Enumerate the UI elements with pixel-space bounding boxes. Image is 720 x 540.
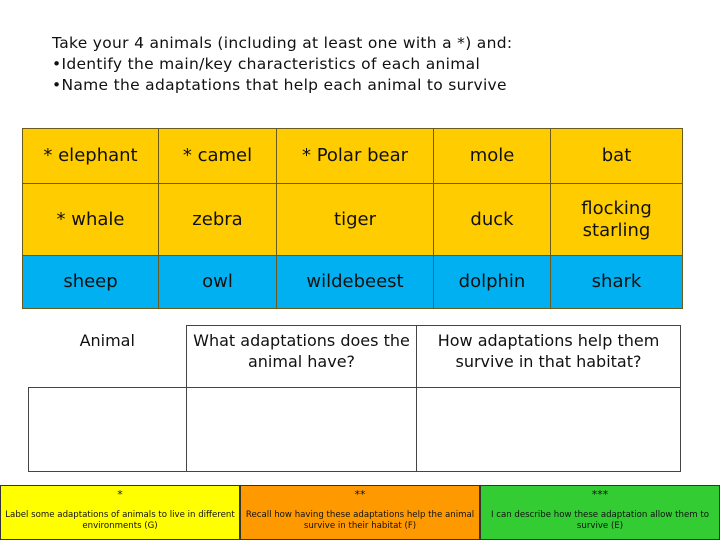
animal-cell: tiger (277, 184, 434, 256)
learning-outcomes-bar (0, 485, 720, 540)
instruction-line-2: •Identify the main/key characteristics of each animal (52, 55, 481, 73)
animal-cell: * camel (159, 129, 277, 184)
animal-cell: flocking starling (551, 184, 683, 256)
header-survival: How adaptations help them survive in that habitat? (417, 326, 681, 388)
header-adaptations: What adaptations does the animal have? (187, 326, 417, 388)
adaptations-table (28, 325, 681, 472)
animal-row (23, 184, 683, 256)
animal-cell: sheep (23, 256, 159, 309)
animal-cell: bat (551, 129, 683, 184)
outcome-text: I can describe how these adaptation allow them to survive (E) (490, 510, 709, 531)
animal-cell: * Polar bear (277, 129, 434, 184)
outcome-text: Label some adaptations of animals to live in different environments (G) (5, 510, 235, 531)
outcome-stars: *** (591, 488, 609, 501)
outcome-stars: * (117, 488, 123, 501)
instruction-line-1: Take your 4 animals (including at least one with a *) and: (52, 34, 513, 52)
animal-cell: owl (159, 256, 277, 309)
animal-cell: mole (434, 129, 551, 184)
animal-row (23, 256, 683, 309)
entry-animal-cell[interactable] (29, 388, 187, 472)
animal-cell: zebra (159, 184, 277, 256)
animal-cell: duck (434, 184, 551, 256)
animal-cell: * elephant (23, 129, 159, 184)
animal-grid (22, 128, 683, 309)
outcome-one-star (0, 485, 240, 540)
animal-cell: * whale (23, 184, 159, 256)
instruction-line-3: •Name the adaptations that help each animal to survive (52, 76, 507, 94)
outcome-three-star (480, 485, 720, 540)
outcome-text: Recall how having these adaptations help the animal survive in their habitat (F) (245, 510, 475, 531)
adaptations-header-row (29, 326, 681, 388)
outcome-stars: ** (354, 488, 366, 501)
instructions (52, 33, 612, 96)
header-animal: Animal (29, 326, 187, 388)
animal-cell: shark (551, 256, 683, 309)
animal-cell: wildebeest (277, 256, 434, 309)
animal-row (23, 129, 683, 184)
outcome-two-star (240, 485, 480, 540)
animal-cell: dolphin (434, 256, 551, 309)
entry-survival-cell[interactable] (417, 388, 681, 472)
entry-adaptations-cell[interactable] (187, 388, 417, 472)
adaptations-entry-row (29, 388, 681, 472)
